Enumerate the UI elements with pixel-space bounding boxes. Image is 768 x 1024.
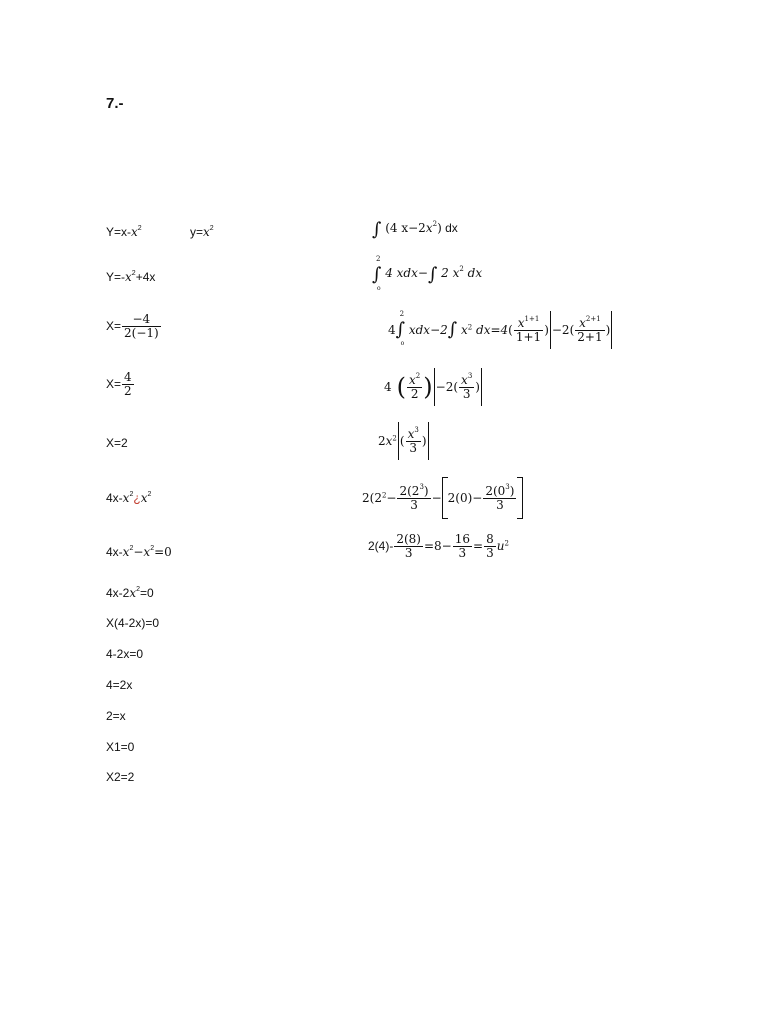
left-row-4: X= $\frac{4}{2}$: [106, 370, 132, 398]
right-eq-5: $2x^2$ ( $\frac{x^3}{3}$ ): [378, 422, 430, 460]
left-row-1b: $y=x^2$: [190, 225, 214, 239]
left-row-12: 2=x: [106, 709, 126, 723]
left-row-1a: $Y=x-x^2$: [106, 225, 142, 239]
right-eq-3: 4 2 ∫ o xdx−2∫ $x^2$ dx=4( $\frac{x^{1+1}}{1+1}$ ) −2( $\frac{x^{2+1}}{2+1}$ ): [388, 310, 611, 347]
left-row-14: X2=2: [106, 770, 135, 784]
left-row-3: X= $\frac{-4}{2(-1)}$: [106, 312, 159, 340]
right-eq-1: ∫ (4 $x-2x^2$) dx: [372, 219, 458, 240]
left-row-6: $4x-x^2¿x^2$: [106, 491, 152, 505]
right-eq-4: 4 ( $\frac{x^2}{2}$ ) −2( $\frac{x^3}{3}$ ): [384, 367, 483, 407]
left-row-10: 4-2x=0: [106, 647, 144, 661]
left-row-2: $Y=-x^2+4x$: [106, 270, 156, 284]
left-row-11: 4=2x: [106, 678, 133, 692]
left-row-8: $4x-2x^2=0$: [106, 586, 154, 600]
left-row-7: $4x-x^2-x^2=0$: [106, 545, 172, 559]
left-row-5: X=2: [106, 436, 128, 450]
right-eq-6: $2(2^2-$ $\frac{2(2^3)}{3}$ − 2(0)− $\frac{2(0^3)}{3}$: [362, 477, 523, 519]
right-eq-2: 2 ∫ o 4 xdx−∫ 2 $x^2$ dx: [372, 255, 483, 292]
right-eq-7: 2(4)- $\frac{2(8)}{3}$ =8− $\frac{16}{3}$ = $\frac{8}{3}$ $u^2$: [368, 532, 509, 560]
left-row-9: X(4-2x)=0: [106, 616, 160, 630]
problem-number: 7.-: [106, 95, 124, 112]
left-row-13: X1=0: [106, 740, 135, 754]
